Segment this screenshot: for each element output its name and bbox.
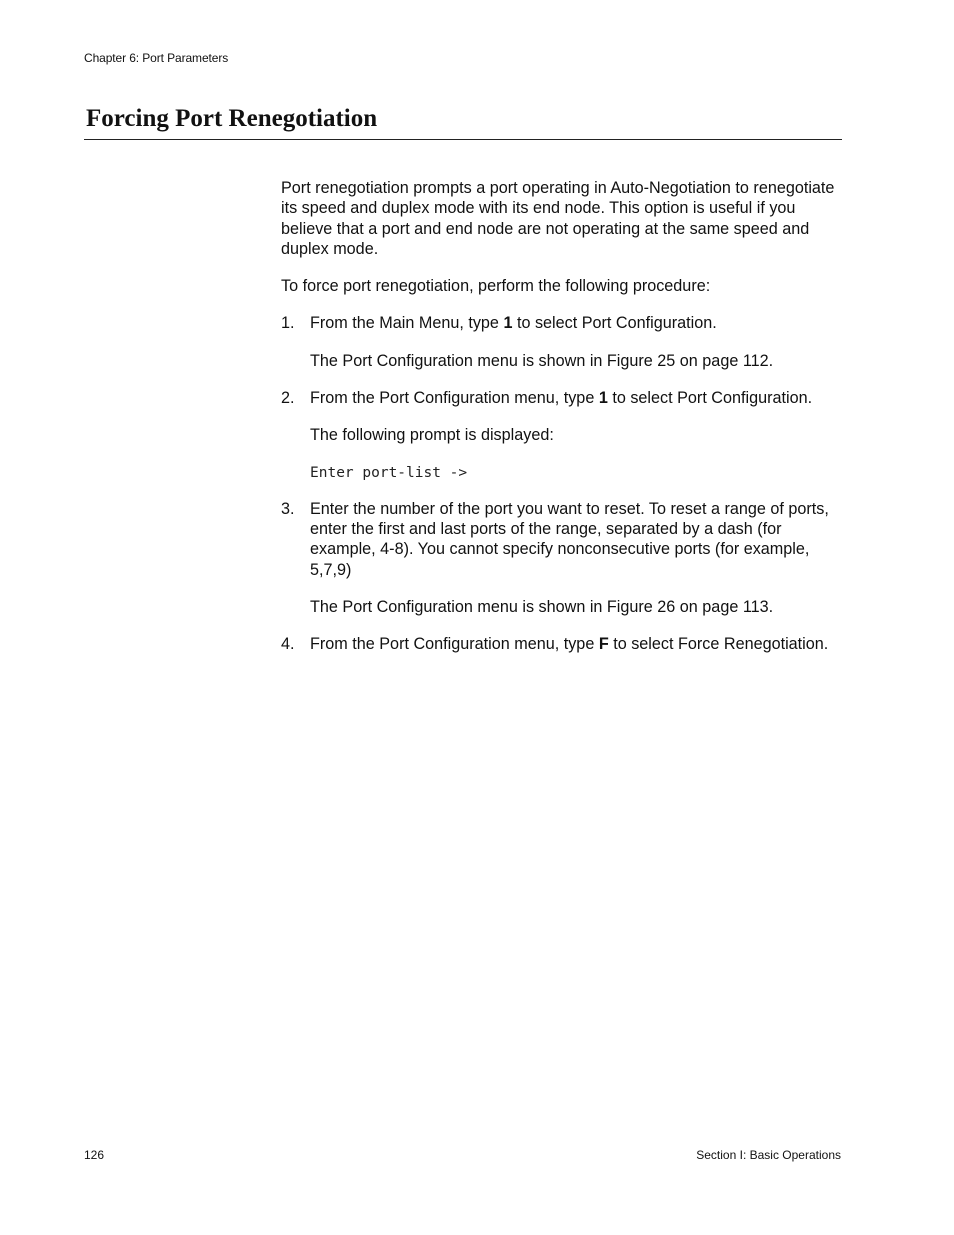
step-text [310,313,846,333]
step-1-note: The Port Configuration menu is shown in Figure 25 on page 112. [310,351,774,370]
prompt-code: Enter port-list -> [310,464,468,481]
step-text-after: to select Force Renegotiation. [608,635,829,654]
step-text-after: to select Port Configuration. [512,314,717,333]
step-text-before: From the Port Configuration menu, type [310,389,599,408]
running-header: Chapter 6: Port Parameters [84,51,229,65]
step-text-after: to select Port Configuration. [607,389,813,408]
step-2 [281,388,846,408]
step-number: 3. [281,499,295,518]
section-title: Forcing Port Renegotiation [86,105,378,132]
step-text [310,388,846,408]
step-text-before: From the Main Menu, type [310,314,504,333]
step-number: 1. [281,314,295,333]
step-key: F [598,635,609,654]
step-1 [281,313,846,333]
step-text-before: From the Port Configuration menu, type [310,635,599,654]
step-3-note: The Port Configuration menu is shown in Figure 26 on page 113. [310,597,774,616]
step-key: 1 [598,389,608,408]
step-3 [281,499,846,580]
body-content [281,178,846,671]
title-rule [84,139,842,140]
procedure-lead: To force port renegotiation, perform the following procedure: [281,277,711,296]
step-text: Enter the number of the port you want to reset. To reset a range of ports, enter the first and last ports of the range, separated by a dash (for example, 4-8). You cannot specify nonconsecutive ports (for example, 5,7,9) [310,499,829,579]
step-number: 4. [281,635,295,654]
step-number: 2. [281,389,295,408]
step-2-note: The following prompt is displayed: [310,426,554,445]
page-number: 126 [84,1148,105,1162]
footer-section: Section I: Basic Operations [696,1148,841,1162]
intro-paragraph: Port renegotiation prompts a port operating in Auto-Negotiation to renegotiate its speed and duplex mode with its end node. This option is useful if you believe that a port and end node are not operating at the same speed and duplex mode. [281,179,835,258]
step-key: 1 [503,314,513,333]
step-4 [281,634,846,654]
step-text [310,634,846,654]
